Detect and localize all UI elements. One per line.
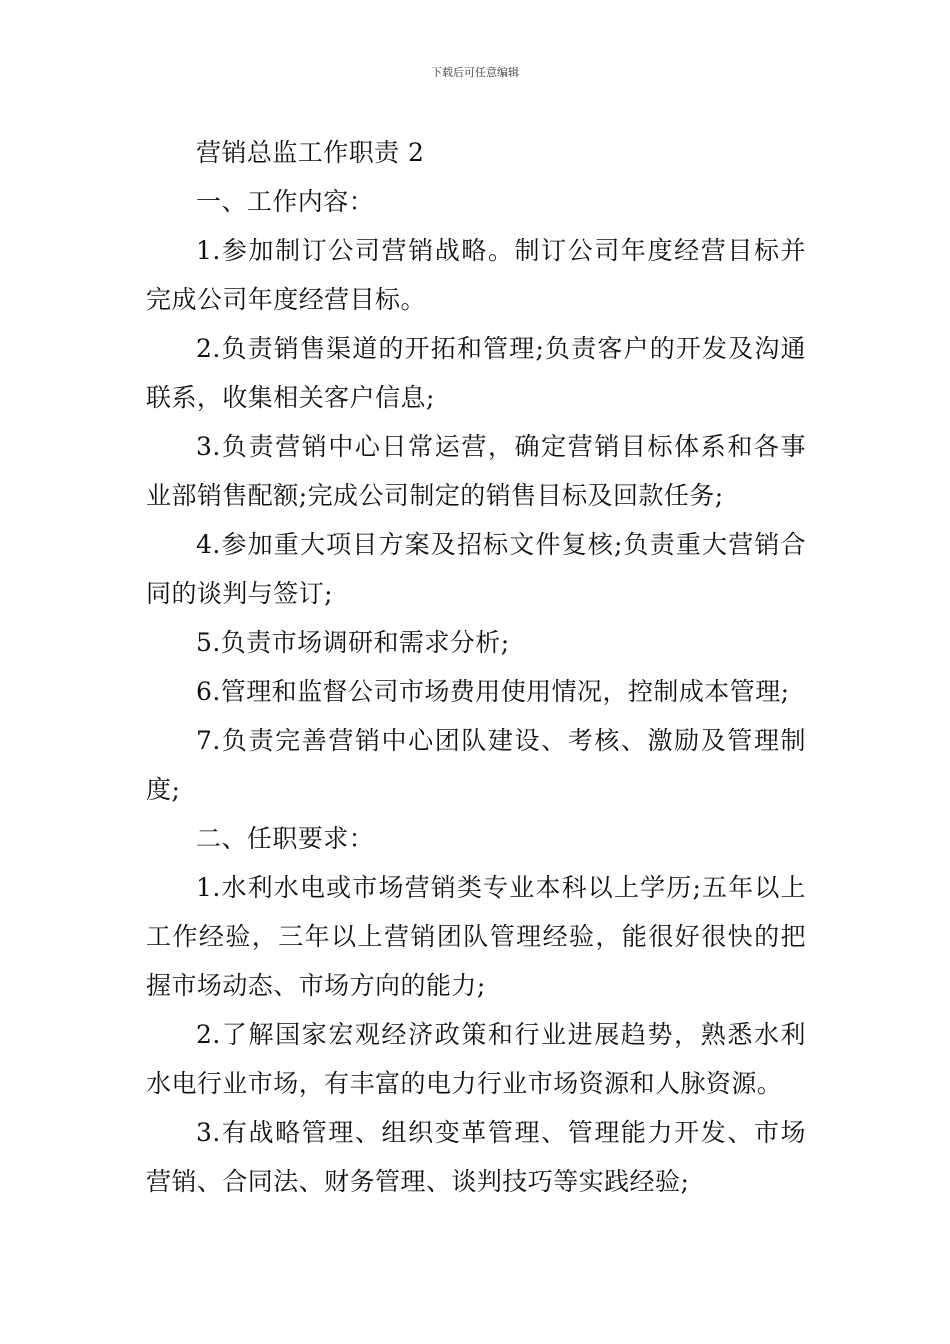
requirement-item-3: 3.有战略管理、组织变革管理、管理能力开发、市场营销、合同法、财务管理、谈判技巧等实践经验; bbox=[146, 1118, 806, 1196]
duty-item-4: 4.参加重大项目方案及招标文件复核;负责重大营销合同的谈判与签订; bbox=[146, 530, 806, 608]
duty-item-2: 2.负责销售渠道的开拓和管理;负责客户的开发及沟通联系，收集相关客户信息; bbox=[146, 334, 806, 412]
page-header-note: 下载后可任意编辑 bbox=[431, 66, 519, 79]
duty-item-6: 6.管理和监督公司市场费用使用情况，控制成本管理; bbox=[196, 677, 790, 706]
document-body bbox=[146, 128, 806, 1206]
document-title: 营销总监工作职责 2 bbox=[196, 138, 425, 167]
section-heading-job-content: 一、工作内容： bbox=[196, 187, 375, 216]
duty-item-1: 1.参加制订公司营销战略。制订公司年度经营目标并完成公司年度经营目标。 bbox=[146, 236, 806, 314]
duty-item-3: 3.负责营销中心日常运营，确定营销目标体系和各事业部销售配额;完成公司制定的销售目标及回款任务; bbox=[146, 432, 806, 510]
requirement-item-2: 2.了解国家宏观经济政策和行业进展趋势，熟悉水利水电行业市场，有丰富的电力行业市场资源和人脉资源。 bbox=[146, 1020, 806, 1098]
section-heading-requirements: 二、任职要求： bbox=[196, 824, 375, 853]
requirement-item-1: 1.水利水电或市场营销类专业本科以上学历;五年以上工作经验，三年以上营销团队管理经验，能很好很快的把握市场动态、市场方向的能力; bbox=[146, 873, 806, 1000]
duty-item-7: 7.负责完善营销中心团队建设、考核、激励及管理制度; bbox=[146, 726, 806, 804]
duty-item-5: 5.负责市场调研和需求分析; bbox=[196, 628, 510, 657]
